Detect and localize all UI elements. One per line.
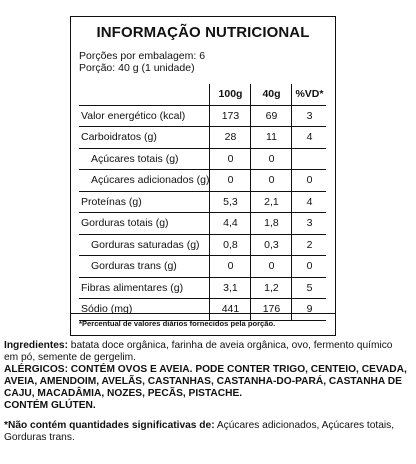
value-vd: 0 (292, 170, 327, 192)
value-100g: 5,3 (210, 191, 251, 213)
ingredients-heading: Ingredientes: (4, 340, 68, 351)
value-40g: 0,3 (251, 234, 292, 256)
value-100g: 441 (210, 299, 251, 321)
table-row (79, 256, 326, 278)
table-row (79, 148, 326, 170)
nutrient-name: Gorduras saturadas (g) (79, 234, 210, 256)
nutrient-name: Proteínas (g) (79, 191, 210, 213)
nutrient-name: Açúcares adicionados (g) (79, 170, 210, 192)
value-vd: 3 (292, 105, 327, 127)
nutrient-name: Carboidratos (g) (79, 127, 210, 149)
value-100g: 0 (210, 256, 251, 278)
nutrition-facts-label (70, 16, 336, 336)
value-40g: 2,1 (251, 191, 292, 213)
value-40g: 1,8 (251, 213, 292, 235)
table-row (79, 170, 326, 192)
value-vd: 3 (292, 213, 327, 235)
value-40g: 176 (251, 299, 292, 321)
table-row (79, 191, 326, 213)
table-row (79, 234, 326, 256)
value-100g: 28 (210, 127, 251, 149)
value-40g: 0 (251, 148, 292, 170)
nutrient-name: Sódio (mg) (79, 299, 210, 321)
value-100g: 173 (210, 105, 251, 127)
table-header-row (79, 84, 326, 105)
value-100g: 0 (210, 148, 251, 170)
footnote-divider (71, 313, 335, 314)
label-title: INFORMAÇÃO NUTRICIONAL (96, 24, 310, 41)
value-40g: 1,2 (251, 277, 292, 299)
value-vd: 9 (292, 299, 327, 321)
nutrient-name: Fibras alimentares (g) (79, 277, 210, 299)
value-vd (292, 148, 327, 170)
note-text: Açúcares adicionados, Açúcares totais, Gorduras trans. (4, 420, 395, 443)
table-row (79, 299, 326, 321)
table-row (79, 277, 326, 299)
value-100g: 0,8 (210, 234, 251, 256)
value-40g: 0 (251, 170, 292, 192)
value-vd: 0 (292, 256, 327, 278)
header-40g: 40g (251, 84, 292, 105)
nutrient-name: Valor energético (kcal) (79, 105, 210, 127)
table-row (79, 213, 326, 235)
nutrient-name: Açúcares totais (g) (79, 148, 210, 170)
value-vd: 4 (292, 191, 327, 213)
ingredients-block (4, 340, 408, 412)
value-vd: 4 (292, 127, 327, 149)
daily-value-footnote: *Percentual de valores diários fornecidos pela porção. (79, 319, 276, 328)
ingredients-text: batata doce orgânica, farinha de aveia orgânica, ovo, fermento químico em pó, semente de gergelim. (4, 340, 393, 363)
value-vd: 5 (292, 277, 327, 299)
value-40g: 0 (251, 256, 292, 278)
table-row (79, 105, 326, 127)
gluten-text: CONTÉM GLÚTEN. (4, 400, 96, 411)
value-100g: 3,1 (210, 277, 251, 299)
nutrition-table (79, 84, 326, 321)
header-vd: %VD* (292, 84, 327, 105)
note-heading: *Não contém quantidades significativas de: (4, 420, 215, 431)
servings-per-package: Porções por embalagem: 6 (79, 50, 206, 62)
nutrient-name: Gorduras totais (g) (79, 213, 210, 235)
nutrient-name: Gorduras trans (g) (79, 256, 210, 278)
allergens-text: ALÉRGICOS: CONTÉM OVOS E AVEIA. PODE CONTER TRIGO, CENTEIO, CEVADA, AVEIA, AMENDOIM, AVELÃS, CASTANHAS, CASTANHA-DO-PARÁ, CASTANHA DE CAJU, MACADÂMIA, NOZES, PECÃS, PISTACHE. (4, 364, 407, 399)
value-vd: 2 (292, 234, 327, 256)
not-significant-note (4, 420, 408, 444)
table-row (79, 127, 326, 149)
value-40g: 69 (251, 105, 292, 127)
value-100g: 4,4 (210, 213, 251, 235)
value-100g: 0 (210, 170, 251, 192)
header-blank (79, 84, 210, 105)
header-100g: 100g (210, 84, 251, 105)
portion-size: Porção: 40 g (1 unidade) (79, 62, 195, 74)
value-40g: 11 (251, 127, 292, 149)
